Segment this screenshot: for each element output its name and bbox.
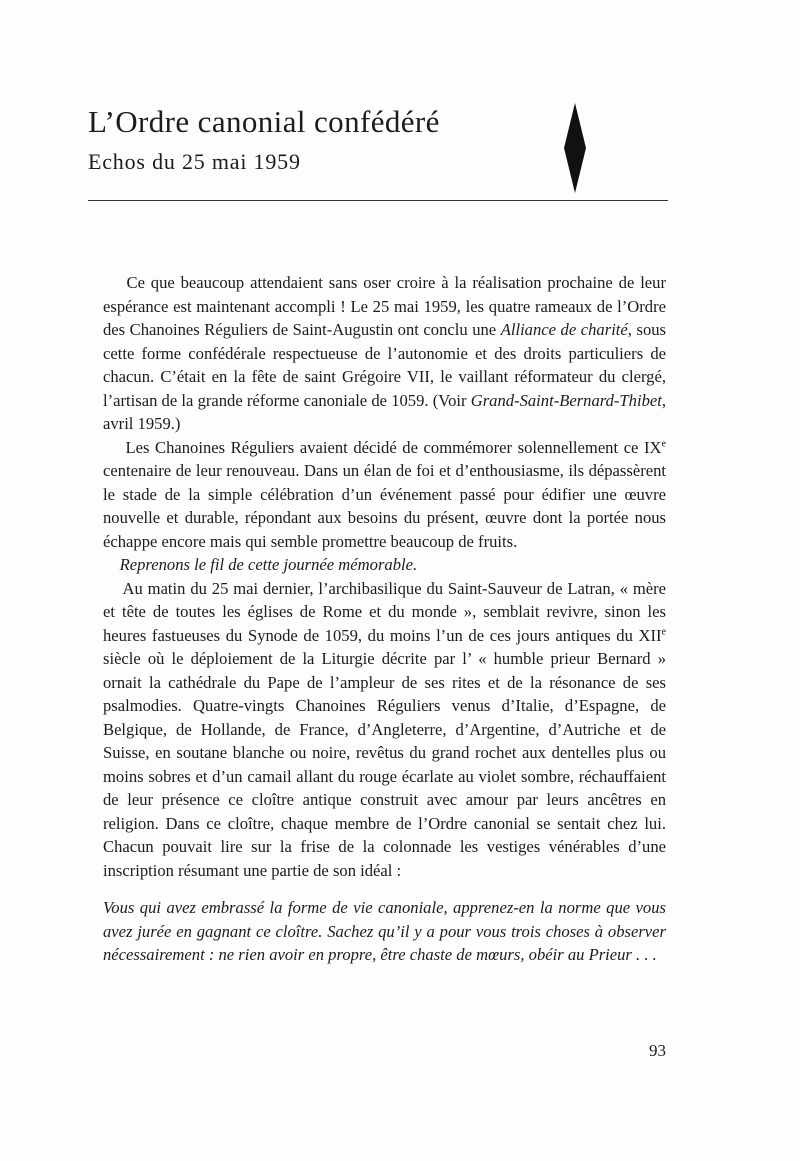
paragraph-4-text-a: Au matin du 25 mai dernier, l’archibasilique du Saint-Sauveur de Latran, « mère et tête de toutes les églises de Rome et du monde », semblait revivre, sinon les heures fastueuses du Synode de 1059, du moins l’un de ces jours antiques du XII	[103, 578, 666, 645]
diamond-ornament-icon	[564, 103, 586, 193]
paragraph-1-text-b: , sous cette forme confédérale respectueuse de l’autonomie et des droits particuliers de chacun. C’était en la fête de saint Grégoire VII, le vaillant réformateur du clergé, l’artisan de la grande réforme canoniale de 1059. (Voir	[103, 320, 666, 410]
paragraph-2-text-a: Les Chanoines Réguliers avaient décidé de commémorer solennellement ce IX	[125, 437, 662, 457]
paragraph-4	[103, 577, 666, 883]
alliance-emphasis: Alliance de charité	[500, 320, 628, 339]
paragraph-3	[103, 553, 666, 577]
superscript: e	[661, 437, 666, 449]
article-subtitle: Echos du 25 mai 1959	[88, 149, 301, 174]
paragraph-4-text-b: siècle où le déploiement de la Liturgie décrite par l’ « humble prieur Bernard » ornait la cathédrale du Pape de l’ampleur de ses rites et de la résonance de ses psalmodies. Quatre-vingts Chanoines Réguliers venus d’Italie, d’Espagne, de Belgique, de Hollande, de France, d’Angleterre, d’Argentine, d’Autriche et de Suisse, en soutane blanche ou noire, revêtus du grand rochet aux dentelles plus ou moins sobres et d’un camail allant du rouge écarlate au violet sombre, réchauffaient de leur présence ce cloître antique construit avec amour par leurs ancêtres en religion. Dans ce cloître, chaque membre de l’Ordre canonial se sentait chez lui. Chacun pouvait lire sur la frise de la colonnade les vestiges vénérables d’une inscription résumant une partie de son idéal :	[103, 649, 666, 880]
paragraph-2-text-b: centenaire de leur renouveau. Dans un élan de foi et d’enthousiasme, ils dépassèrent le stade de la simple célébration d’un événement passé pour édifier une œuvre nouvelle et durable, répondant aux besoins du présent, œuvre dont la portée nous échappe encore mais qui semble promettre beaucoup de fruits.	[103, 461, 666, 551]
paragraph-1	[103, 271, 666, 436]
header-divider	[88, 200, 668, 201]
article-title: L’Ordre canonial confédéré	[88, 104, 440, 139]
paragraph-2	[103, 436, 666, 554]
paragraph-3-text: Reprenons le fil de cette journée mémorable.	[119, 555, 418, 574]
publication-reference: Grand-Saint-Bernard-Thibet	[470, 390, 662, 410]
paragraph-1-text-c: , avril 1959.)	[103, 390, 666, 433]
page-number: 93	[649, 1041, 666, 1060]
article-body	[103, 271, 666, 967]
paragraph-1-text-a: Ce que beaucoup attendaient sans oser croire à la réalisation prochaine de leur espérance est maintenant accompli ! Le 25 mai 1959, les quatre rameaux de l’Ordre des Chanoines Réguliers de Saint-Augustin ont conclu une	[103, 273, 666, 339]
inscription-quote: Vous qui avez embrassé la forme de vie canoniale, apprenez-en la norme que vous avez jurée en gagnant ce cloître. Sachez qu’il y a pour vous trois choses à observer nécessairement : ne rien avoir en propre, être chaste de mœurs, obéir au Prieur . . .	[103, 898, 666, 964]
superscript: e	[661, 625, 666, 637]
